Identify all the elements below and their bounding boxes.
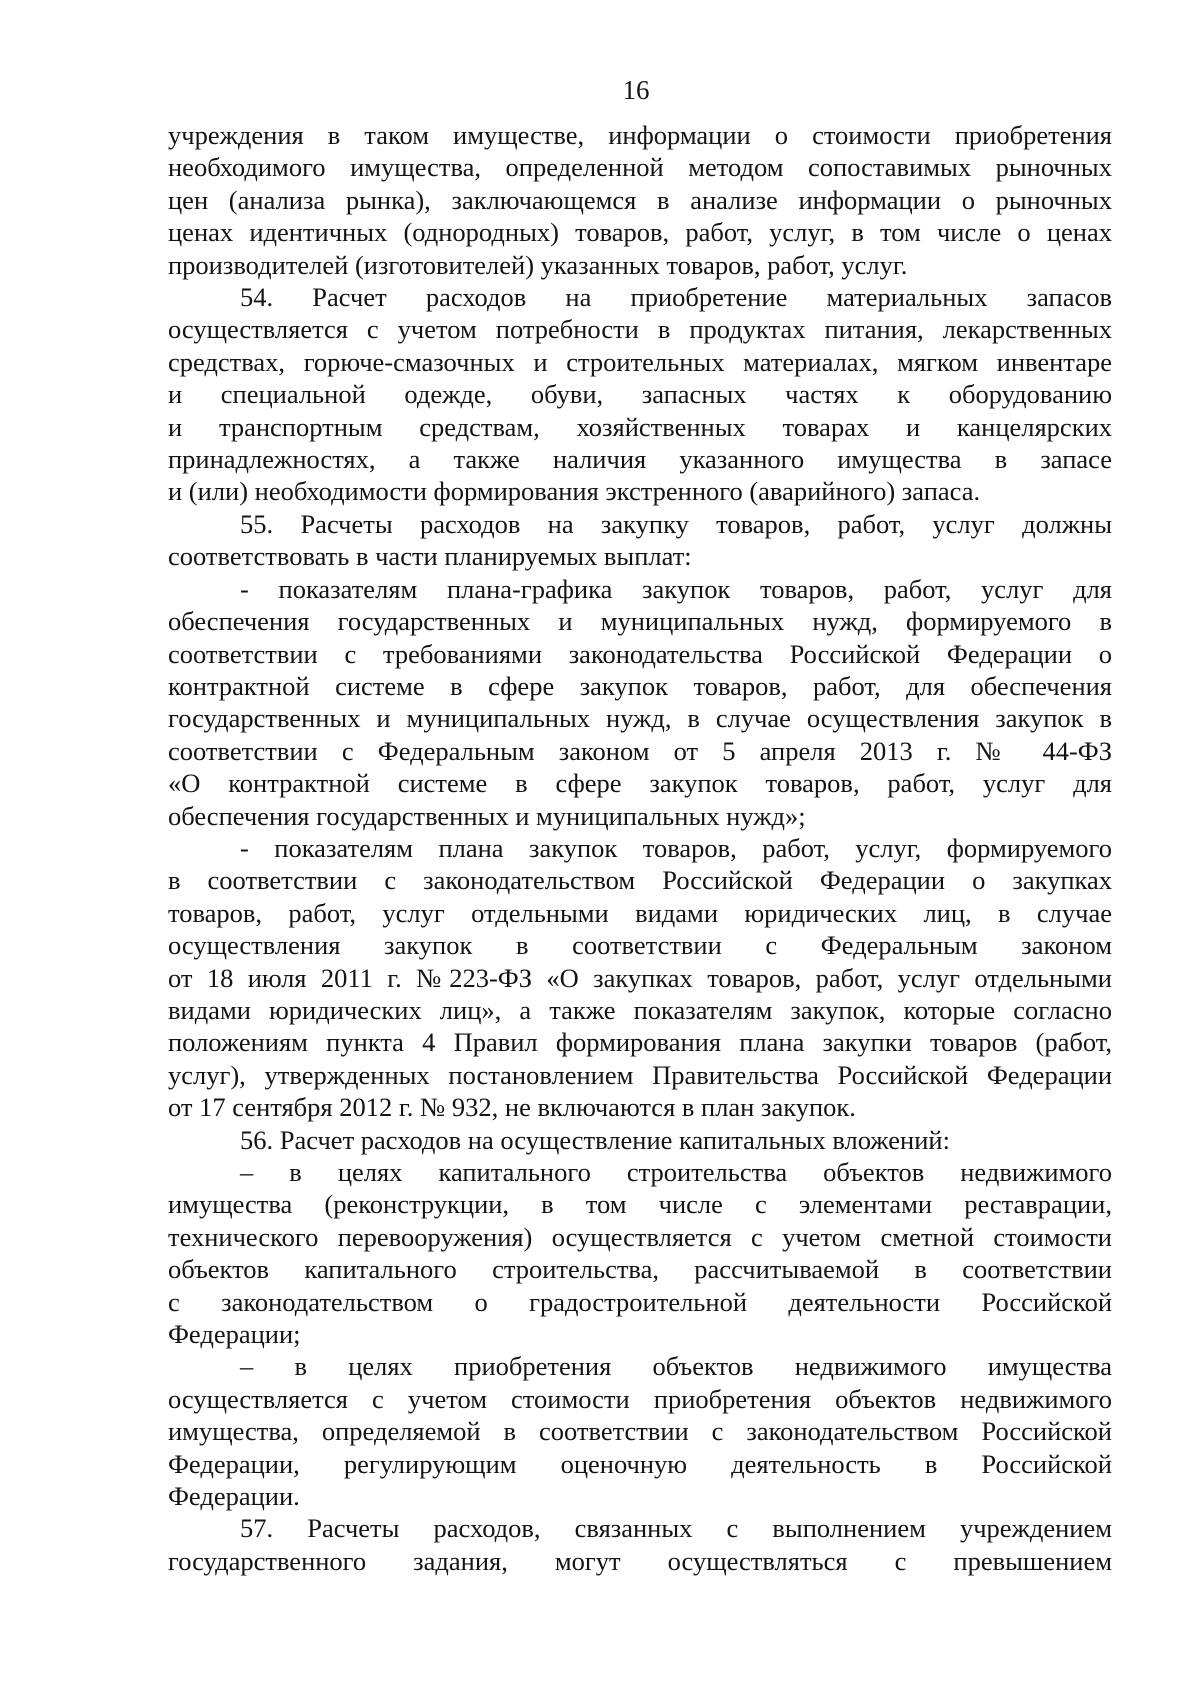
text-line: 56. Расчет расходов на осуществление капитальных вложений: [240,1124,950,1155]
text-line: от 18 июля 2011 г. №223-ФЗ «О закупках товаров, работ, услуг отдельными [168,962,1112,993]
paragraph [168,1512,1112,1577]
text-line: производителей (изготовителей) указанных товаров, работ, услуг. [168,249,908,280]
paragraph [168,1350,1112,1512]
text-line: соответствии с Федеральным законом от 5 апреля 2013 г. № 44-ФЗ [168,735,1112,766]
text-line: и транспортным средствам, хозяйственных товарах и канцелярских [168,411,1112,442]
text-line: обеспечения государственных и муниципальных нужд, формируемого в [168,606,1112,637]
text-line: обеспечения государственных и муниципальных нужд»; [168,800,806,831]
text-line: необходимого имущества, определенной методом сопоставимых рыночных [168,152,1112,183]
text-line: имущества, определяемой в соответствии с законодательством Российской [168,1416,1112,1447]
text-line: соответствовать в части планируемых выплат: [168,541,692,572]
text-line: Федерации. [168,1481,300,1512]
text-line: товаров, работ, услуг отдельными видами юридических лиц, в случае [168,897,1112,928]
text-line: услуг), утвержденных постановлением Правительства Российской Федерации [168,1059,1112,1090]
text-line: государственных и муниципальных нужд, в случае осуществления закупок в [168,703,1112,734]
paragraph [168,1124,1112,1156]
text-line: цен (анализа рынка), заключающемся в анализе информации о рыночных [168,184,1112,215]
paragraph [168,508,1112,573]
paragraph [168,1156,1112,1350]
text-line: имущества (реконструкции, в том числе с элементами реставрации, [168,1189,1112,1220]
text-line: в соответствии с законодательством Российской Федерации о закупках [168,865,1112,896]
text-line: 55. Расчеты расходов на закупку товаров, работ, услуг должны [240,508,1112,539]
text-line: Федерации; [168,1319,301,1350]
text-line: контрактной системе в сфере закупок товаров, работ, для обеспечения [168,670,1112,701]
text-line: государственного задания, могут осуществляться с превышением [168,1545,1112,1576]
text-line: – в целях капитального строительства объектов недвижимого [240,1157,1112,1187]
document-body [168,119,1112,1577]
paragraph [168,832,1112,1124]
text-line: средствах, горюче-смазочных и строительных материалах, мягком инвентаре [168,346,1112,377]
paragraph [168,573,1112,832]
text-line: с законодательством о градостроительной деятельности Российской [168,1286,1112,1317]
text-line: технического перевооружения) осуществляется с учетом сметной стоимости [168,1221,1112,1252]
text-line: соответствии с требованиями законодательства Российской Федерации о [168,638,1112,669]
text-line: принадлежностях, а также наличия указанного имущества в запасе [168,444,1112,475]
text-line: - показателям плана-графика закупок товаров, работ, услуг для [240,573,1112,604]
page-number: 16 [622,75,650,105]
text-line: учреждения в таком имуществе, информации о стоимости приобретения [168,120,1112,150]
text-line: осуществляется с учетом стоимости приобретения объектов недвижимого [168,1383,1112,1414]
text-line: видами юридических лиц», а также показателям закупок, которые согласно [168,994,1112,1025]
text-line: осуществляется с учетом потребности в продуктах питания, лекарственных [168,314,1112,345]
text-line: от 17 сентября 2012 г. № 932, не включаются в план закупок. [168,1092,856,1123]
text-line: положениям пункта 4 Правил формирования плана закупки товаров (работ, [168,1027,1112,1058]
text-line: 54. Расчет расходов на приобретение материальных запасов [240,282,1112,313]
text-line: 57. Расчеты расходов, связанных с выполнением учреждением [240,1513,1112,1544]
text-line: осуществления закупок в соответствии с Федеральным законом [168,930,1112,961]
text-line: Федерации, регулирующим оценочную деятельность в Российской [168,1448,1112,1479]
text-line: ценах идентичных (однородных) товаров, работ, услуг, в том числе о ценах [168,217,1112,248]
text-line: объектов капитального строительства, рассчитываемой в соответствии [168,1254,1112,1285]
paragraph [168,281,1112,508]
paragraph [168,119,1112,281]
text-line: и (или) необходимости формирования экстренного (аварийного) запаса. [168,476,981,507]
text-line: - показателям плана закупок товаров, работ, услуг, формируемого [240,832,1112,863]
text-line: – в целях приобретения объектов недвижимого имущества [240,1351,1112,1382]
text-line: «О контрактной системе в сфере закупок товаров, работ, услуг для [168,768,1112,799]
text-line: и специальной одежде, обуви, запасных частях к оборудованию [168,379,1112,410]
